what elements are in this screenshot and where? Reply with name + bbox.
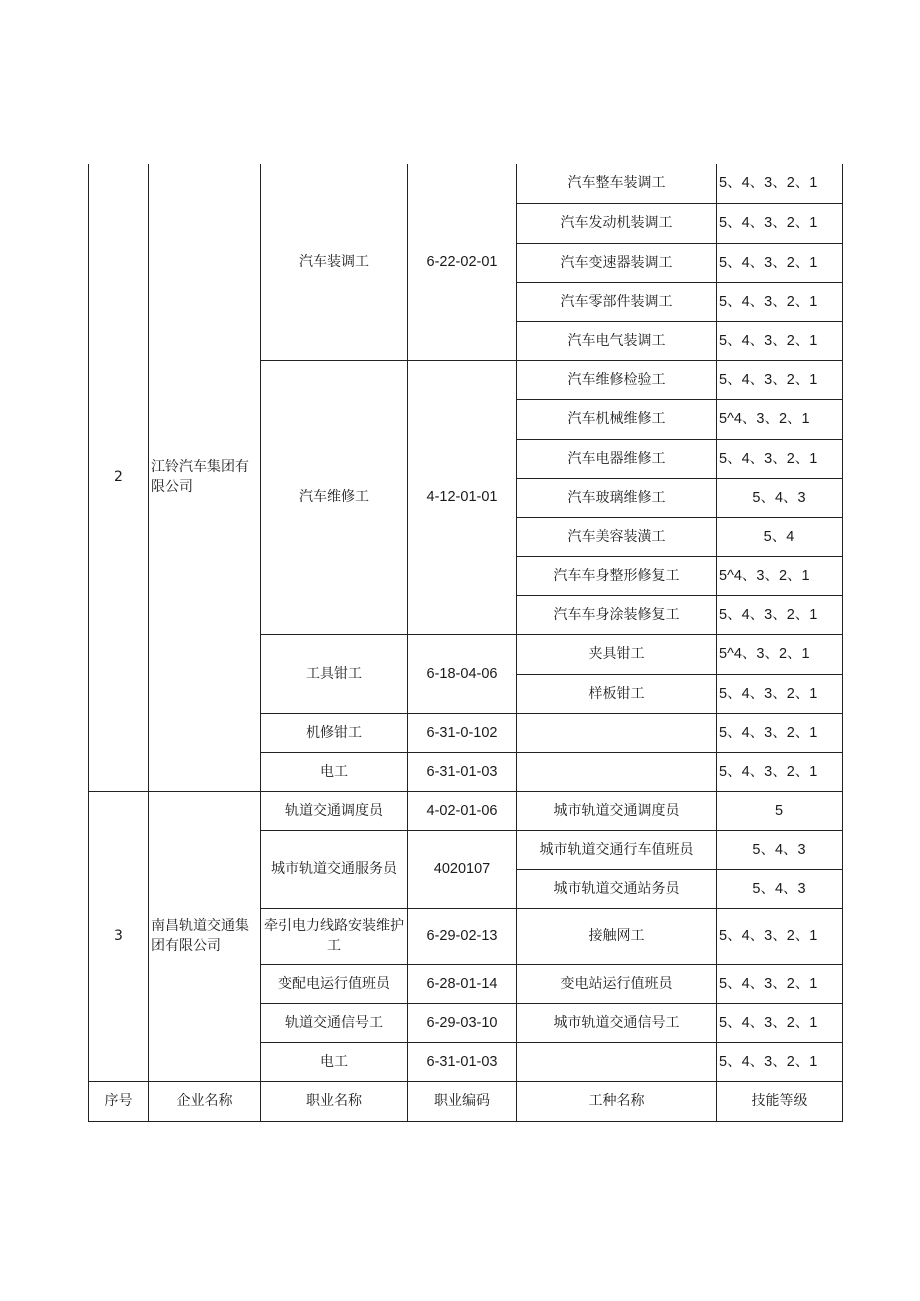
occupation-code-cell: 6-31-01-03 (408, 1042, 517, 1081)
trade-name-cell: 接触网工 (517, 908, 717, 964)
table-row (89, 164, 843, 203)
skill-level-cell: 5^4、3、2、1 (717, 556, 843, 595)
skill-level-cell: 5、4、3、2、1 (717, 595, 843, 634)
header-level: 技能等级 (717, 1081, 843, 1121)
table-body (89, 164, 843, 1121)
skill-level-cell: 5、4、3、2、1 (717, 360, 843, 399)
skill-level-cell: 5、4、3 (717, 478, 843, 517)
occupation-code-cell: 6-29-03-10 (408, 1003, 517, 1042)
occupation-skill-table (88, 164, 843, 1122)
occupation-cell: 牵引电力线路安装维护工 (261, 908, 408, 964)
occupation-code-cell: 6-31-0-102 (408, 713, 517, 752)
trade-name-cell: 城市轨道交通站务员 (517, 869, 717, 908)
occupation-cell: 电工 (261, 1042, 408, 1081)
occupation-code-cell: 4-12-01-01 (408, 360, 517, 634)
occupation-code-cell: 4-02-01-06 (408, 791, 517, 830)
skill-level-cell: 5、4、3、2、1 (717, 908, 843, 964)
trade-name-cell: 汽车电气装调工 (517, 321, 717, 360)
occupation-code-cell: 6-28-01-14 (408, 964, 517, 1003)
skill-level-cell: 5、4、3、2、1 (717, 1003, 843, 1042)
occupation-code-cell: 6-29-02-13 (408, 908, 517, 964)
trade-name-cell: 城市轨道交通行车值班员 (517, 830, 717, 869)
header-row (89, 1081, 843, 1121)
trade-name-cell: 汽车电器维修工 (517, 439, 717, 478)
skill-level-cell: 5、4、3、2、1 (717, 164, 843, 203)
occupation-code-cell: 6-18-04-06 (408, 634, 517, 713)
trade-name-cell: 城市轨道交通信号工 (517, 1003, 717, 1042)
trade-name-cell (517, 1042, 717, 1081)
occupation-code-cell: 6-31-01-03 (408, 752, 517, 791)
trade-name-cell (517, 752, 717, 791)
trade-name-cell: 样板钳工 (517, 674, 717, 713)
skill-level-cell: 5、4、3、2、1 (717, 203, 843, 243)
skill-level-cell: 5^4、3、2、1 (717, 634, 843, 674)
trade-name-cell: 城市轨道交通调度员 (517, 791, 717, 830)
skill-level-cell: 5、4、3、2、1 (717, 964, 843, 1003)
skill-level-cell: 5、4、3、2、1 (717, 282, 843, 321)
occupation-cell: 城市轨道交通服务员 (261, 830, 408, 908)
skill-level-cell: 5 (717, 791, 843, 830)
occupation-cell: 汽车装调工 (261, 164, 408, 360)
trade-name-cell: 夹具钳工 (517, 634, 717, 674)
skill-level-cell: 5、4、3 (717, 830, 843, 869)
seq-cell: 3 (89, 791, 149, 1081)
trade-name-cell: 汽车零部件装调工 (517, 282, 717, 321)
occupation-code-cell: 4020107 (408, 830, 517, 908)
skill-level-cell: 5、4、3、2、1 (717, 243, 843, 282)
trade-name-cell (517, 713, 717, 752)
skill-level-cell: 5、4、3、2、1 (717, 674, 843, 713)
trade-name-cell: 汽车玻璃维修工 (517, 478, 717, 517)
trade-name-cell: 汽车美容装潢工 (517, 517, 717, 556)
header-company: 企业名称 (149, 1081, 261, 1121)
header-seq: 序号 (89, 1081, 149, 1121)
header-trade: 工种名称 (517, 1081, 717, 1121)
skill-level-cell: 5、4、3、2、1 (717, 713, 843, 752)
trade-name-cell: 汽车车身整形修复工 (517, 556, 717, 595)
trade-name-cell: 汽车车身涂装修复工 (517, 595, 717, 634)
occupation-code-cell: 6-22-02-01 (408, 164, 517, 360)
header-code: 职业编码 (408, 1081, 517, 1121)
occupation-cell: 电工 (261, 752, 408, 791)
skill-level-cell: 5、4、3、2、1 (717, 1042, 843, 1081)
occupation-cell: 轨道交通信号工 (261, 1003, 408, 1042)
trade-name-cell: 汽车变速器装调工 (517, 243, 717, 282)
trade-name-cell: 变电站运行值班员 (517, 964, 717, 1003)
occupation-cell: 变配电运行值班员 (261, 964, 408, 1003)
seq-cell: 2 (89, 164, 149, 791)
trade-name-cell: 汽车发动机装调工 (517, 203, 717, 243)
skill-level-cell: 5、4、3、2、1 (717, 439, 843, 478)
occupation-cell: 机修钳工 (261, 713, 408, 752)
trade-name-cell: 汽车维修检验工 (517, 360, 717, 399)
company-cell: 江铃汽车集团有限公司 (149, 164, 261, 791)
occupation-cell: 工具钳工 (261, 634, 408, 713)
occupation-cell: 轨道交通调度员 (261, 791, 408, 830)
skill-level-cell: 5、4 (717, 517, 843, 556)
company-cell: 南昌轨道交通集团有限公司 (149, 791, 261, 1081)
header-occupation: 职业名称 (261, 1081, 408, 1121)
occupation-cell: 汽车维修工 (261, 360, 408, 634)
skill-level-cell: 5、4、3、2、1 (717, 752, 843, 791)
trade-name-cell: 汽车机械维修工 (517, 399, 717, 439)
skill-level-cell: 5、4、3、2、1 (717, 321, 843, 360)
skill-level-cell: 5、4、3 (717, 869, 843, 908)
table-row (89, 791, 843, 830)
trade-name-cell: 汽车整车装调工 (517, 164, 717, 203)
skill-level-cell: 5^4、3、2、1 (717, 399, 843, 439)
